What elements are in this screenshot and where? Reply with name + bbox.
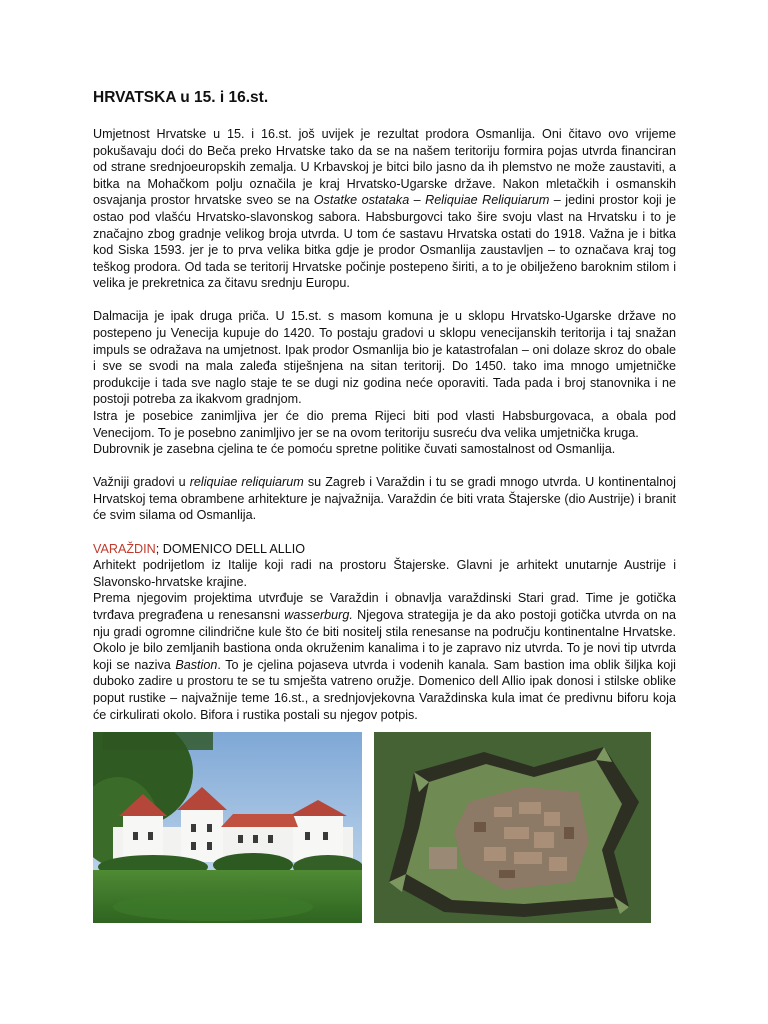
heading-varazdin-red: VARAŽDIN [93, 541, 156, 556]
paragraph-dalmacija: Dalmacija je ipak druga priča. U 15.st. s masom komuna je u sklopu Hrvatsko-Ugarske države no postepeno ju Venecija kupuje do 1420. To postaju gradovi u sklopu venecijanskih teritorija i taj snažan impuls se odražava na umjetnost. Ipak prodor Osmanlija bio je katastrofalan – oni dolaze skroz do obale i sve se svodi na mala zaleđa stiješnjena na sitan teritorij. Do 1450. tako ima mnogo umjetničke produkcije i tada sve naglo staje te se dugi niz godina neće oporaviti. Tada pada i broj stanovnika i ne postoji potreba za ikakvom gradnjom. [93, 309, 676, 407]
emphasis-reliquiae: Ostatke ostataka – Reliquiae Reliquiarum [313, 193, 550, 208]
paragraph-istra: Istra je posebice zanimljiva jer će dio prema Rijeci biti pod vlasti Habsburgovaca, a obala pod Venecijom. To je posebno zanimljivo jer se na ovom teritoriju susreću dva velika umjetnička kruga. [93, 409, 676, 440]
paragraph-projekti: Prema njegovim projektima utvrđuje se Varaždin i obnavlja varaždinski Stari grad. Time je gotička tvrđava pregrađena u renesansni wasserburg. Njegova strategija je da ako postoji gotička utvrda on na nju gradi ogromne cilindrične kule što će biti nositelj stila renesanse na području kontinentalne Hrvatske. Okolo je bilo zemljanih bastiona onda okruženim kanalima i to je zapravo niz utvrda. To je novi tip utvrda koji se naziva Bastion. To je cjelina pojaseva utvrda i vodenih kanala. Sam bastion ima oblik šiljka koji duboko zadire u prostoru te se tu smješta vatreno oružje. Domenico dell Allio ipak donosi i stilske oblike poput rustike – najvažnije teme 16.st., a srednjovjekovna Varaždinska kula imat će predivnu biforu koja će cirkulirati okolo. Bifora i rustika postali su njegov potpis. [93, 591, 676, 722]
paragraph-arhitekt: Arhitekt podrijetlom iz Italije koji radi na prostoru Štajerske. Glavni je arhitekt unutarnje Austrije i Slavonsko-hrvatske krajine. [93, 558, 676, 589]
paragraph-dubrovnik: Dubrovnik je zasebna cjelina te će pomoću spretne politike čuvati samostalnost od Osmanlija. [93, 442, 616, 457]
image-row [93, 732, 653, 924]
document-page [93, 88, 676, 723]
document-title: HRVATSKA u 15. i 16.st. [93, 89, 269, 106]
paragraph-gradovi: Važniji gradovi u reliquiae reliquiarum su Zagreb i Varaždin i tu se gradi mnogo utvrda. U kontinentalnoj Hrvatskoj tema obrambene arhitekture je najvažnija. Varaždin će biti vrata Štajerske (dio Austrije) i branit će svim silama od Osmanlija. [93, 475, 676, 523]
section-heading-varazdin: VARAŽDIN; DOMENICO DELL ALLIO [93, 541, 306, 556]
paragraph-intro: Umjetnost Hrvatske u 15. i 16.st. još uvijek je rezultat prodora Osmanlija. Oni čitavo ovo vrijeme pokušavaju doći do Beča preko Hrvatske tako da se na našem teritoriju formira pojas utvrda financiran od strane srednjoeuropskih zemalja. U Krbavskoj je bitci bilo jasno da ih plemstvo ne može zaustaviti, a bitka na Mohačkom polju označila je kraj Hrvatsko-Ugarske države. Nakon mletačkih i osmanskih osvajanja prostor hrvatske sveo se na Ostatke ostataka – Reliquiae Reliquiarum – jedini prostor koji je ostao pod vlašću Hrvatsko-slavonskog sabora. Habsburgovci tako šire svoju vlast na Hrvatsku i to je značajno zbog gradnje velikog broja utvrda. U tom će sastavu Hrvatska ostati do 1918. Važna je i bitka kod Siska 1593. jer je to prva velika bitka gdje je prodor Osmanlija zaustavljen – to označava kraj tog teškog prodora. Od tada se teritorij Hrvatske počinje postepeno širiti, a to je obilježeno baroknim stilom i velika je prekretnica za čitavu srednju Europu. [93, 127, 676, 291]
fortress-aerial-view [374, 732, 651, 923]
castle-photo [93, 732, 362, 923]
